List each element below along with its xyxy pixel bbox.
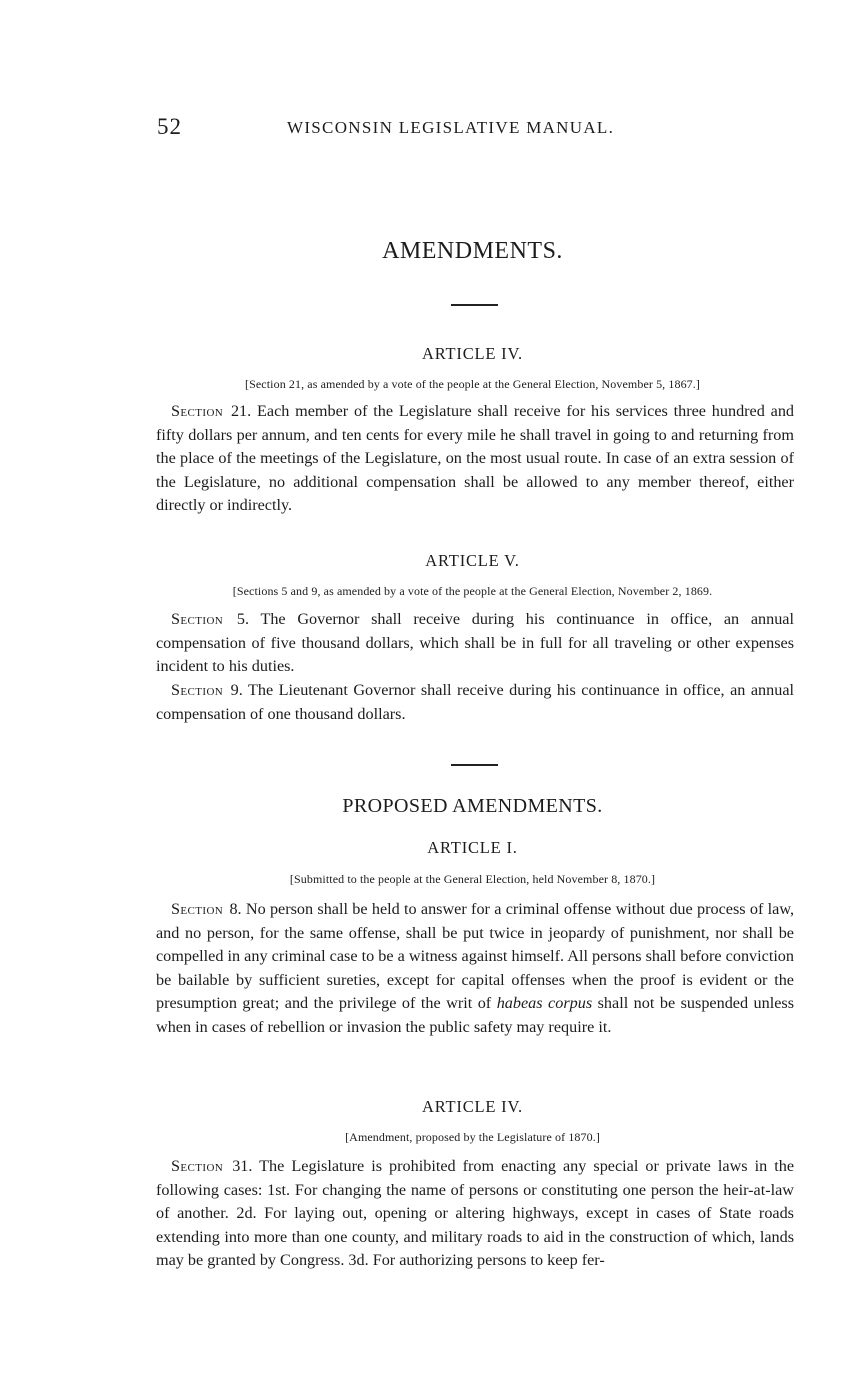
section-text: The Governor shall receive during his continuance in office, an annual compensation of five thousand dollars, which shall be in full for all traveling or other expenses incident to his duties. [156, 610, 794, 676]
article-heading: ARTICLE V. [425, 551, 520, 570]
article-heading: ARTICLE IV. [421, 344, 523, 363]
section-text: The Lieutenant Governor shall receive during his continuance in office, an annual compensation of one thousand dollars. [156, 681, 794, 723]
section-number: 21. [230, 402, 252, 420]
section-number: 9. [230, 681, 243, 699]
running-title: WISCONSIN LEGISLATIVE MANUAL. [287, 118, 615, 137]
proposed-heading: PROPOSED AMENDMENTS. [342, 795, 603, 817]
amendment-note: [Sections 5 and 9, as amended by a vote of the people at the General Election, November 2, 1869. [232, 584, 713, 598]
section-label: Section [171, 1157, 224, 1175]
section-divider [451, 764, 498, 766]
section-paragraph [156, 400, 794, 518]
amendment-note: [Section 21, as amended by a vote of the people at the General Election, November 5, 1867.] [245, 377, 700, 391]
page-title: AMENDMENTS. [382, 238, 563, 264]
running-header [157, 114, 667, 142]
section-text: Each member of the Legislature shall receive for his services three hundred and fifty dollars per annum, and ten cents for every mile he shall travel in going to and returning from the place of the meetings of the Legislature, on the most usual route. In case of an extra session of the Legislature, no additional compensation shall be allowed to any member thereof, either directly or indirectly. [156, 402, 795, 515]
section-number: 8. [229, 900, 242, 918]
section-number: 31. [232, 1157, 253, 1175]
section-number: 5. [236, 610, 249, 628]
page-number: 52 [157, 114, 182, 139]
article-heading: ARTICLE IV. [421, 1097, 523, 1116]
italic-phrase: habeas corpus [496, 994, 593, 1013]
section-label: Section [171, 610, 224, 628]
section-text: The Legislature is prohibited from enacting any special or private laws in the following cases: 1st. For changing the name of persons or constituting one person the heir-at-law of another. 2d. For laying out, opening or altering highways, except in cases of State roads extending into more than one county, and military roads to aid in the construction of which, lands may be granted by Congress. 3d. For authorizing persons to keep fer- [156, 1157, 795, 1270]
section-text: No person shall be held to answer for a criminal offense without due process of law, and no person, for the same offense, shall be put twice in jeopardy of punishment, nor shall be compelled in any criminal case to be a witness against himself. All persons shall before conviction be bailable by sufficient sureties, except for capital offenses when the proof is evident or the presumption great; and the privilege of the writ of [156, 900, 794, 1013]
section-label: Section [171, 681, 224, 699]
section-paragraph [156, 679, 794, 726]
section-label: Section [171, 402, 224, 420]
section-paragraph [156, 898, 794, 1040]
section-label: Section [171, 900, 224, 918]
section-text-continued: shall not be suspended unless when in cases of rebellion or invasion the public safety may require it. [156, 994, 795, 1036]
section-paragraph [156, 1155, 794, 1273]
amendment-note: [Submitted to the people at the General Election, held November 8, 1870.] [289, 872, 656, 886]
section-paragraph [156, 608, 794, 679]
amendment-note: [Amendment, proposed by the Legislature of 1870.] [345, 1130, 600, 1144]
article-heading: ARTICLE I. [427, 838, 518, 857]
section-divider [451, 304, 498, 306]
